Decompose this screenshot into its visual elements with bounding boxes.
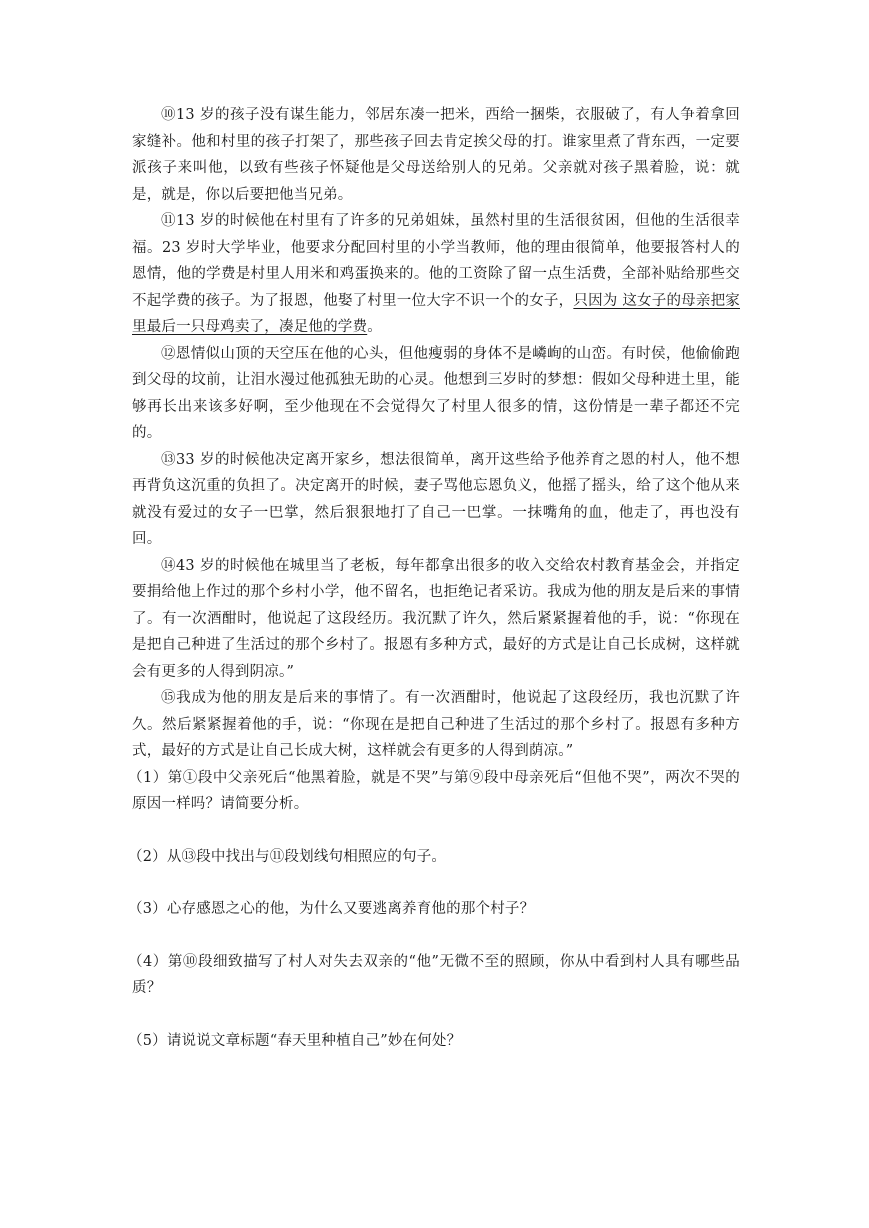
question-3: （3）心存感恩之心的他，为什么又要逃离养育他的那个村子？ (128, 901, 535, 917)
answer-space-3 (132, 923, 740, 949)
document-page (128, 102, 740, 1054)
answer-space-1 (132, 818, 740, 844)
paragraph-11-underlined-sentence: 只因为 这女子的母亲把家里最后一只母鸡卖了，凑足他的学费 (132, 292, 740, 335)
paragraph-14: ⑭43 岁的时候他在城里当了老板，每年都拿出很多的收入交给农村教育基金会，并指定要捐给他上作过的那个乡村小学，他不留名，也拒绝记者采访。我成为他的朋友是后来的事情了。有一次酒酣时，他说起了这段经历。我沉默了许久，然后紧紧握着他的手，说：“你现在是把自己种进了生活过的那个乡村了。报恩有多种方式，最好的方式是让自己长成树，这样就会有更多的人得到阴凉。” (132, 557, 740, 680)
answer-space-2 (132, 870, 740, 896)
question-5: （5）请说说文章标题“春天里种植自己”妙在何处？ (128, 1032, 462, 1049)
paragraph-11-before: ⑪13 岁的时候他在村里有了许多的兄弟姐妹，虽然村里的生活很贫困，但他的生活很幸福。23 岁时大学毕业，他要求分配回村里的小学当教师，他的理由很简单，他要报答村人的恩情，他的学费是村里人用米和鸡蛋换来的。他的工资除了留一点生活费，全部补贴给那些交不起学费的孩子。为了报恩，他娶了村里一位大字不识一个的女子， (132, 213, 740, 309)
paragraph-15: ⑮我成为他的朋友是后来的事情了。有一次酒酣时，他说起了这段经历，我也沉默了许久。然后紧紧握着他的手，说：“你现在是把自己种进了生活过的那个乡村了。报恩有多种方式，最好的方式是让自己长成大树，这样就会有更多的人得到荫凉。” (132, 690, 740, 759)
paragraph-10: ⑩13 岁的孩子没有谋生能力，邻居东凑一把米，西给一捆柴，衣服破了，有人争着拿回家缝补。他和村里的孩子打架了，那些孩子回去肯定挨父母的打。谁家里煮了背东西，一定要派孩子来叫他，以致有些孩子怀疑他是父母送给别人的兄弟。父亲就对孩子黑着脸，说：就是，就是，你以后要把他当兄弟。 (132, 107, 740, 203)
question-2: （2）从⑬段中找出与⑪段划线句相照应的句子。 (128, 848, 447, 865)
question-4: （4）第⑩段细致描写了村人对失去双亲的“他”无微不至的照顾，你从中看到村人具有哪些品质？ (128, 953, 740, 996)
answer-space-4 (132, 1002, 740, 1028)
paragraph-13: ⑬33 岁的时候他决定离开家乡，想法很简单，离开这些给予他养育之恩的村人，他不想再背负这沉重的负担了。决定离开的时候，妻子骂他忘恩负义，他摇了摇头，给了这个他从来就没有爱过的女子一巴掌，然后狠狠地打了自己一巴掌。一抹嘴角的血，他走了，再也没有回。 (132, 451, 740, 547)
paragraph-12: ⑫恩情似山顶的天空压在他的心头，但他瘦弱的身体不是嶙峋的山峦。有时侯，他偷偷跑到父母的坟前，让泪水漫过他孤独无助的心灵。他想到三岁时的梦想：假如父母种进土里，能够再长出来该多好啊，至少他现在不会觉得欠了村里人很多的情，这份情是一辈子都还不完的。 (132, 345, 740, 441)
paragraph-11 (132, 208, 740, 341)
question-1: （1）第①段中父亲死后“他黑着脸，就是不哭”与第⑨段中母亲死后“但他不哭”，两次不哭的原因一样吗？请简要分析。 (128, 769, 740, 812)
paragraph-11-after: 。 (367, 319, 382, 335)
